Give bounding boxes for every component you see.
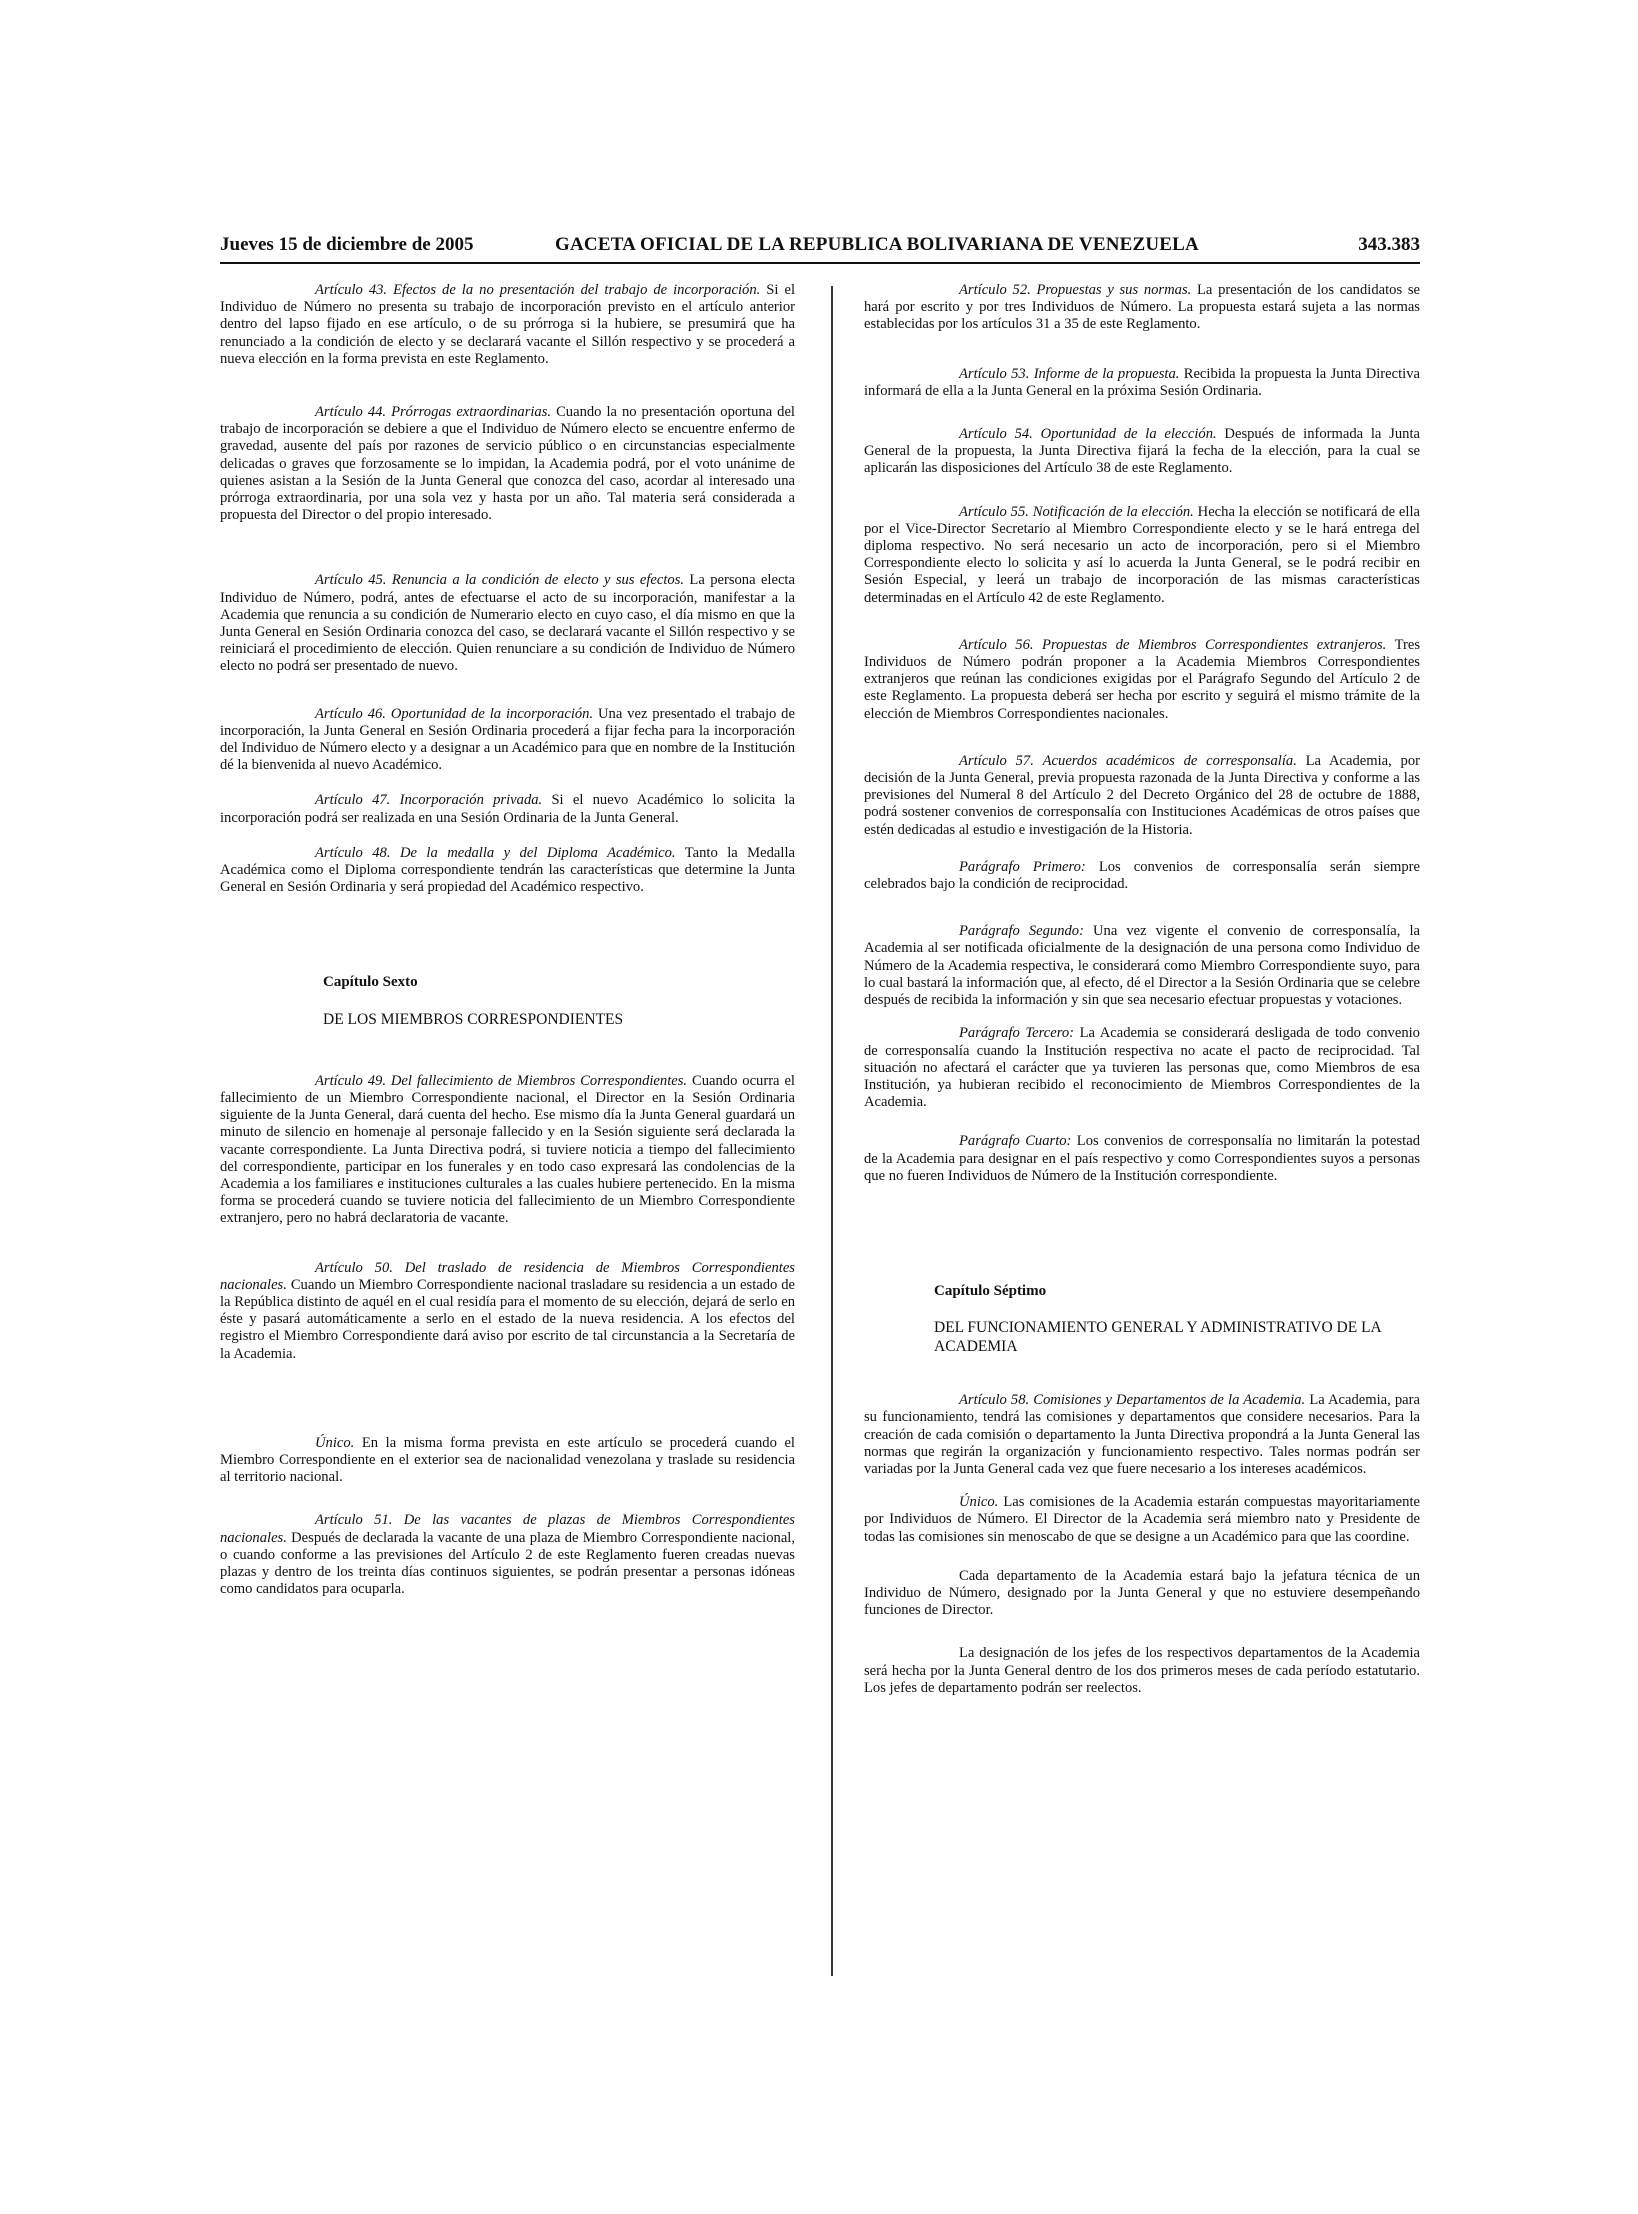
- article-paragraph: [864, 1645, 1420, 1697]
- article-label: Artículo 54.: [959, 426, 1033, 443]
- article-title: Oportunidad de la incorporación.: [390, 705, 594, 722]
- article-label: Artículo 51.: [315, 1512, 393, 1529]
- article-text: Hecha la elección se notificará de ella por el Vice-Director Secretario al Miembro Correspondiente electo y se le hará entrega del diploma respectivo. No será necesario un acto de incorporación, pero si el Miembro Correspondiente electo lo solicita y así lo acuerda la Junta General, se le podrá recibir en Sesión Especial, y leerá un trabajo de incorporación de las mismas características determinadas en el Artículo 42 de este Reglamento.: [864, 503, 1420, 606]
- article-text: Después de declarada la vacante de una plaza de Miembro Correspondiente nacional, o cuando conforme a las previsiones del Artículo 2 de este Reglamento fueren creadas nuevas plazas y dentro de los treinta días continuos siguientes, se podrán presentar a personas idóneas como candidatos para ocuparla.: [220, 1529, 796, 1598]
- article-text: Cuando un Miembro Correspondiente nacional trasladare su residencia a un estado de la República distinto de aquél en el cual residía para el momento de su elección, dejará de serlo en éste y pasará automáticamente a serlo en el estado de la nueva residencia. A los efectos del registro el Miembro Correspondiente dará aviso por escrito de tal circunstancia a la Secretaría de la Academia.: [220, 1276, 796, 1362]
- article-text: Tanto la Medalla Académica como el Diploma correspondiente tendrán las características que determine la Junta General en Sesión Ordinaria y será propiedad del Académico respectivo.: [220, 844, 795, 896]
- article-title: Prórrogas extraordinarias.: [391, 404, 552, 421]
- article-text: La Academia, para su funcionamiento, tendrá las comisiones y departamentos que considere necesarios. Para la creación de cada comisión o departamento la Junta Directiva propondrá a la Junta General las normas que regirán la organización y funcionamiento respectivo. Tales normas podrán ser variadas por la Junta General cada vez que fuere necesario a los intereses académicos.: [864, 1392, 1421, 1477]
- article-paragraph: [864, 753, 1420, 839]
- chapter-heading: Capítulo Sexto: [323, 974, 418, 991]
- left-column: [220, 282, 795, 1598]
- article-title: De las vacantes de plazas de Miembros Correspondientes nacionales.: [220, 1512, 795, 1546]
- article-label: Único.: [315, 1434, 355, 1451]
- article-text: Cuando ocurra el fallecimiento de un Miembro Correspondiente nacional, el Director en la Sesión Ordinaria siguiente de la Junta General, dará cuenta del hecho. Ese mismo día la Junta General guardará un minuto de silencio en homenaje al personaje fallecido y en la Sesión siguiente será declarada la vacante correspondiente. La Junta Directiva podrá, si tuviere noticia a tiempo del fallecimiento del correspondiente, participar en los funerales y en todo caso expresará las condolencias de la Academia a los familiares e instituciones culturales a las cuales hubiere pertenecido. En la misma forma se procederá cuando se tuviere noticia del fallecimiento de un Miembro Correspondiente extranjero, pero no habrá declaratoria de vacante.: [220, 1072, 795, 1227]
- article-paragraph: [220, 1260, 795, 1363]
- article-title: Renuncia a la condición de electo y sus efectos.: [391, 572, 685, 589]
- article-paragraph: [864, 923, 1420, 1009]
- article-paragraph: [864, 859, 1420, 893]
- article-label: Único.: [959, 1494, 999, 1511]
- article-text: En la misma forma prevista en este artículo se procederá cuando el Miembro Correspondiente en el exterior sea de nacionalidad venezolana y traslade su residencia al territorio nacional.: [220, 1434, 795, 1486]
- article-text: Después de informada la Junta General de la propuesta, la Junta Directiva fijará la fecha de la elección, para la cual se aplicarán las disposiciones del Artículo 38 de este Reglamento.: [864, 426, 1420, 477]
- article-paragraph: [220, 1512, 795, 1598]
- article-text: La persona electa Individuo de Número, podrá, antes de efectuarse el acto de su incorporación, manifestar a la Academia que renuncia a su condición de Numerario electo en cuyo caso, el día mismo en que la Junta General en Sesión Ordinaria conozca del caso, se declarará vacante el Sillón respectivo y se reiniciará el procedimiento de elección. Quien renunciare a su condición de Individuo de Número electo no podrá ser presentado de nuevo.: [220, 572, 795, 675]
- article-title: Comisiones y Departamentos de la Academia.: [1033, 1392, 1306, 1409]
- article-title: Propuestas de Miembros Correspondientes extranjeros.: [1042, 636, 1387, 653]
- article-title: Efectos de la no presentación del trabajo de incorporación.: [393, 282, 761, 298]
- article-paragraph: [220, 404, 795, 524]
- article-label: Artículo 57.: [959, 752, 1034, 769]
- article-text: La designación de los jefes de los respectivos departamentos de la Academia será hecha por la Junta General dentro de los dos primeros meses de cada período estatutario. Los jefes de departamento podrán ser reelectos.: [864, 1645, 1420, 1696]
- publication-title: GACETA OFICIAL DE LA REPUBLICA BOLIVARIANA DE VENEZUELA: [555, 234, 1199, 255]
- article-paragraph: [864, 637, 1420, 723]
- article-title: Del traslado de residencia de Miembros Correspondientes nacionales.: [220, 1259, 795, 1293]
- article-text: Una vez vigente el convenio de corresponsalía, la Academia al ser notificada oficialmente de la designación de una persona como Individuo de Número de la Academia respectiva, le considerará como Miembro Correspondiente suyo, para lo cual bastará la información que, al efecto, dé el Director a la Sesión Ordinaria que se celebre después de recibida la información y sin que sea necesario efectuar propuestas y votaciones.: [864, 923, 1420, 1009]
- article-text: Las comisiones de la Academia estarán compuestas mayoritariamente por Individuos de Número. El Director de la Academia será miembro nato y Presidente de todas las comisiones sin menoscabo de que se designe a un Académico para que las coordine.: [864, 1494, 1420, 1545]
- article-label: Artículo 58.: [959, 1392, 1030, 1409]
- issue-date: Jueves 15 de diciembre de 2005: [220, 234, 474, 255]
- article-title: Incorporación privada.: [399, 792, 543, 809]
- article-paragraph: [864, 1568, 1420, 1620]
- article-title: De la medalla y del Diploma Académico.: [399, 844, 676, 861]
- article-label: Artículo 46.: [315, 705, 386, 722]
- article-text: Si el nuevo Académico lo solicita la incorporación podrá ser realizada en una Sesión Ordinaria de la Junta General.: [220, 792, 795, 826]
- article-label: Artículo 53.: [959, 365, 1030, 382]
- article-paragraph: [864, 366, 1420, 400]
- article-title: Acuerdos académicos de corresponsalía.: [1042, 752, 1297, 769]
- article-label: Artículo 47.: [315, 792, 391, 809]
- article-paragraph: [220, 282, 795, 368]
- right-column: [864, 282, 1420, 1697]
- page-header: [220, 232, 1420, 264]
- article-label: Artículo 44.: [315, 404, 387, 421]
- article-text: Los convenios de corresponsalía serán siempre celebrados bajo la condición de reciprocidad.: [864, 858, 1420, 893]
- article-paragraph: [864, 1025, 1420, 1111]
- article-title: Del fallecimiento de Miembros Correspondientes.: [390, 1072, 688, 1089]
- article-label: Artículo 43.: [315, 282, 388, 298]
- article-title: Notificación de la elección.: [1032, 503, 1194, 520]
- page-number: 343.383: [1358, 234, 1420, 255]
- chapter-title: DEL FUNCIONAMIENTO GENERAL Y ADMINISTRATIVO DE LA ACADEMIA: [934, 1319, 1381, 1356]
- article-label: Parágrafo Cuarto:: [959, 1133, 1072, 1150]
- article-label: Parágrafo Segundo:: [959, 923, 1084, 940]
- article-paragraph: [864, 1133, 1420, 1185]
- article-text: La Academia, por decisión de la Junta General, previa propuesta razonada de la Junta Directiva y conforme a las previsiones del Numeral 8 del Artículo 2 del Decreto Orgánico del 28 de octubre de 1888, podrá sostener convenios de corresponsalía con Instituciones Académicas de otros países que estén dedicadas al estudio e investigación de la Historia.: [864, 752, 1421, 838]
- article-paragraph: [220, 572, 795, 675]
- article-paragraph: [864, 282, 1420, 334]
- article-paragraph: [864, 504, 1420, 607]
- article-paragraph: [864, 426, 1420, 478]
- article-text: Tres Individuos de Número podrán proponer a la Academia Miembros Correspondientes extranjeros que reúnan las condiciones exigidas por el Parágrafo Segundo del Artículo 2 de este Reglamento. La propuesta deberá ser hecha por escrito y seguirá el mismo trámite de la elección de Miembros Correspondientes nacionales.: [864, 636, 1420, 722]
- article-title: Informe de la propuesta.: [1033, 365, 1180, 382]
- article-paragraph: [220, 792, 795, 826]
- chapter-heading: Capítulo Séptimo: [934, 1282, 1047, 1299]
- article-paragraph: [220, 1435, 795, 1487]
- article-label: Artículo 52.: [959, 282, 1031, 298]
- article-label: Artículo 56.: [959, 636, 1034, 653]
- article-title: Propuestas y sus normas.: [1036, 282, 1192, 298]
- article-text: Cada departamento de la Academia estará bajo la jefatura técnica de un Individuo de Número, designado por la Junta General y que no estuviere desempeñando funciones de Director.: [864, 1567, 1420, 1619]
- article-label: Artículo 49.: [315, 1072, 386, 1089]
- article-label: Artículo 45.: [315, 572, 387, 589]
- article-title: Oportunidad de la elección.: [1040, 426, 1217, 443]
- article-text: Una vez presentado el trabajo de incorporación, la Junta General en Sesión Ordinaria procederá a fijar fecha para la incorporación del Individuo de Número electo y a designar a un Académico para que en nombre de la Institución dé la bienvenida al nuevo Académico.: [220, 705, 795, 774]
- article-text: Los convenios de corresponsalía no limitarán la potestad de la Academia para designar en el país respectivo y como Correspondientes suyos a personas que no fueren Individuos de Número de la Institución correspondiente.: [864, 1133, 1420, 1184]
- article-paragraph: [220, 845, 795, 897]
- article-text: Recibida la propuesta la Junta Directiva informará de ella a la Junta General en la próxima Sesión Ordinaria.: [864, 365, 1420, 399]
- article-label: Artículo 48.: [315, 844, 391, 861]
- article-paragraph: [220, 706, 795, 775]
- article-label: Artículo 55.: [959, 503, 1029, 520]
- column-divider: [831, 286, 833, 1976]
- article-label: Artículo 50.: [315, 1259, 393, 1276]
- article-paragraph: [864, 1494, 1420, 1546]
- article-paragraph: [220, 1073, 795, 1228]
- article-text: La Academia se considerará desligada de todo convenio de corresponsalía cuando la Institución respectiva no acate el pacto de reciprocidad. Tal situación no afectará el carácter que ya tuvieren las personas que, como Miembros de esa Institución, ya hubieran recibido el reconocimiento de Miembros Correspondientes de la Academia.: [864, 1025, 1420, 1111]
- article-label: Parágrafo Primero:: [959, 858, 1086, 875]
- article-text: Si el Individuo de Número no presenta su trabajo de incorporación previsto en el artículo anterior dentro del lapso fijado en ese artículo, o de su prórroga si la hubiere, se presumirá que ha renunciado a la condición de electo y se declarará vacante el Sillón respectivo y se procederá a nueva elección en la forma prevista en este Reglamento.: [220, 282, 795, 367]
- article-label: Parágrafo Tercero:: [959, 1025, 1075, 1042]
- article-paragraph: [864, 1392, 1420, 1478]
- chapter-title: DE LOS MIEMBROS CORRESPONDIENTES: [323, 1010, 624, 1028]
- article-text: Cuando la no presentación oportuna del trabajo de incorporación se debiere a que el Individuo de Número electo se encuentre enfermo de gravedad, ausente del país por razones de servicio público o en circunstancias especialmente delicadas o graves que forzosamente se lo impidan, la Academia podrá, por el voto unánime de quienes asistan a la Sesión de la Junta General que conozca del caso, acordar al interesado una prórroga extraordinaria, por una sola vez y hasta por un año. Tal materia será considerada a propuesta del Director o del propio interesado.: [220, 404, 795, 524]
- article-text: La presentación de los candidatos se hará por escrito y por tres Individuos de Número. La propuesta estará sujeta a las normas establecidas por los artículos 31 a 35 de este Reglamento.: [864, 282, 1420, 333]
